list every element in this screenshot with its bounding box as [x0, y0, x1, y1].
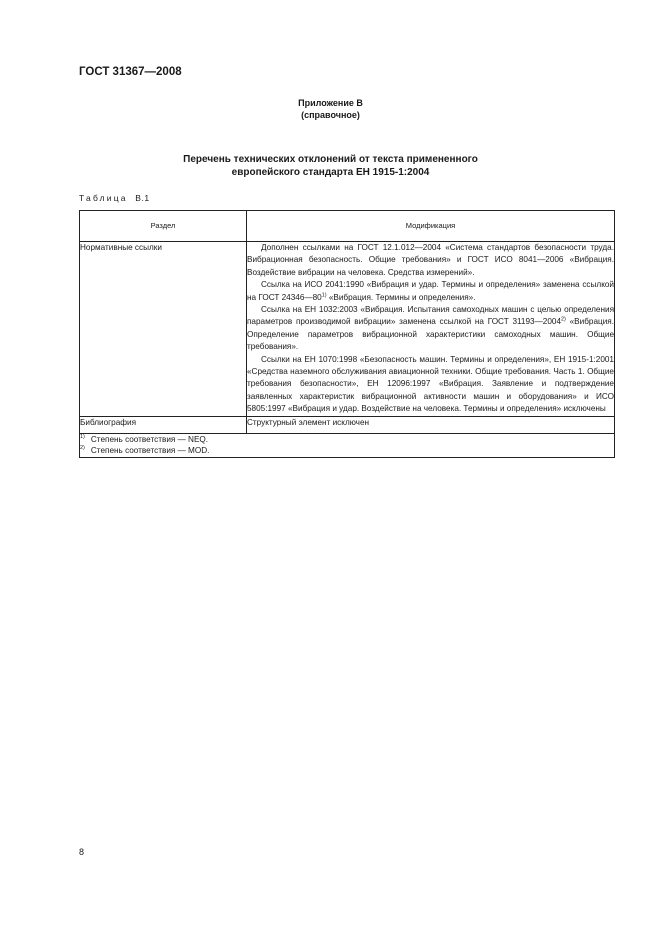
- document-code-header: ГОСТ 31367—2008: [79, 66, 182, 78]
- footnote-1: $^{1)}$ Степень соответствия — NEQ.: [80, 433, 209, 444]
- table-caption-label: Таблица: [79, 193, 128, 203]
- footnote-ref: 2): [561, 316, 566, 323]
- page-number: 8: [79, 847, 85, 857]
- deviations-table: [79, 210, 615, 458]
- row-modification-normative-refs: [247, 242, 615, 417]
- modification-paragraph: Ссылка на ИСО 2041:1990 «Вибрация и удар. Термины и определения» заменена ссылкой на ГОСТ 24346—80$^{1)}$ «Вибрация. Термины и определения».: [247, 280, 614, 302]
- header-modification: Модификация: [247, 211, 615, 242]
- table-header-row: [80, 211, 615, 242]
- header-section: Раздел: [80, 211, 247, 242]
- table-row: [80, 416, 615, 433]
- table-row: [80, 242, 615, 417]
- footnote-ref: 1): [321, 291, 327, 298]
- row-modification-bibliography: Структурный элемент исключен: [247, 416, 615, 433]
- row-section-bibliography: Библиография: [80, 416, 247, 433]
- row-section-normative-refs: Нормативные ссылки: [80, 242, 247, 417]
- annex-title: Приложение В: [298, 98, 363, 108]
- table-caption: [79, 193, 150, 203]
- modification-paragraph: Ссылки на ЕН 1070:1998 «Безопасность машин. Термины и определения», ЕН 1915-1:2001 «Средства наземного обслуживания авиационной техники. Общие требования. Часть 1. Общие требования безопасности», ЕН 12096:1997 «Вибрация. Заявление и подтверждение заявленных характеристик вибрационной активности машин и оборудования» и ИСО 5805:1997 «Вибрация и удар. Воздействие на человека. Термины и определения» исключены: [247, 354, 614, 414]
- document-title: [0, 153, 661, 179]
- document-title-line-1: Перечень технических отклонений от текста примененного: [183, 154, 478, 165]
- document-title-line-2: европейского стандарта ЕН 1915-1:2004: [231, 167, 430, 178]
- modification-paragraph: Ссылка на ЕН 1032:2003 «Вибрация. Испытания самоходных машин с целью определения параметров производимой вибрации» заменена ссылкой на ГОСТ 31193—2004$^{2)}$ «Вибрация. Определение параметров вибрационной характеристики самоходных машин. Общие требования».: [247, 305, 614, 352]
- table-footnotes: [80, 433, 615, 457]
- footnote-2: $^{2)}$ Степень соответствия — MOD.: [80, 445, 210, 456]
- modification-paragraph: Дополнен ссылками на ГОСТ 12.1.012—2004 «Система стандартов безопасности труда. Вибрационная безопасность. Общие требования» и ГОСТ ИСО 8041—2006 «Вибрация. Воздействие вибрации на человека. Средства измерений».: [247, 243, 614, 277]
- annex-subtitle: (справочное): [301, 110, 360, 120]
- table-caption-number: В.1: [135, 193, 150, 203]
- table-footnotes-row: [80, 433, 615, 457]
